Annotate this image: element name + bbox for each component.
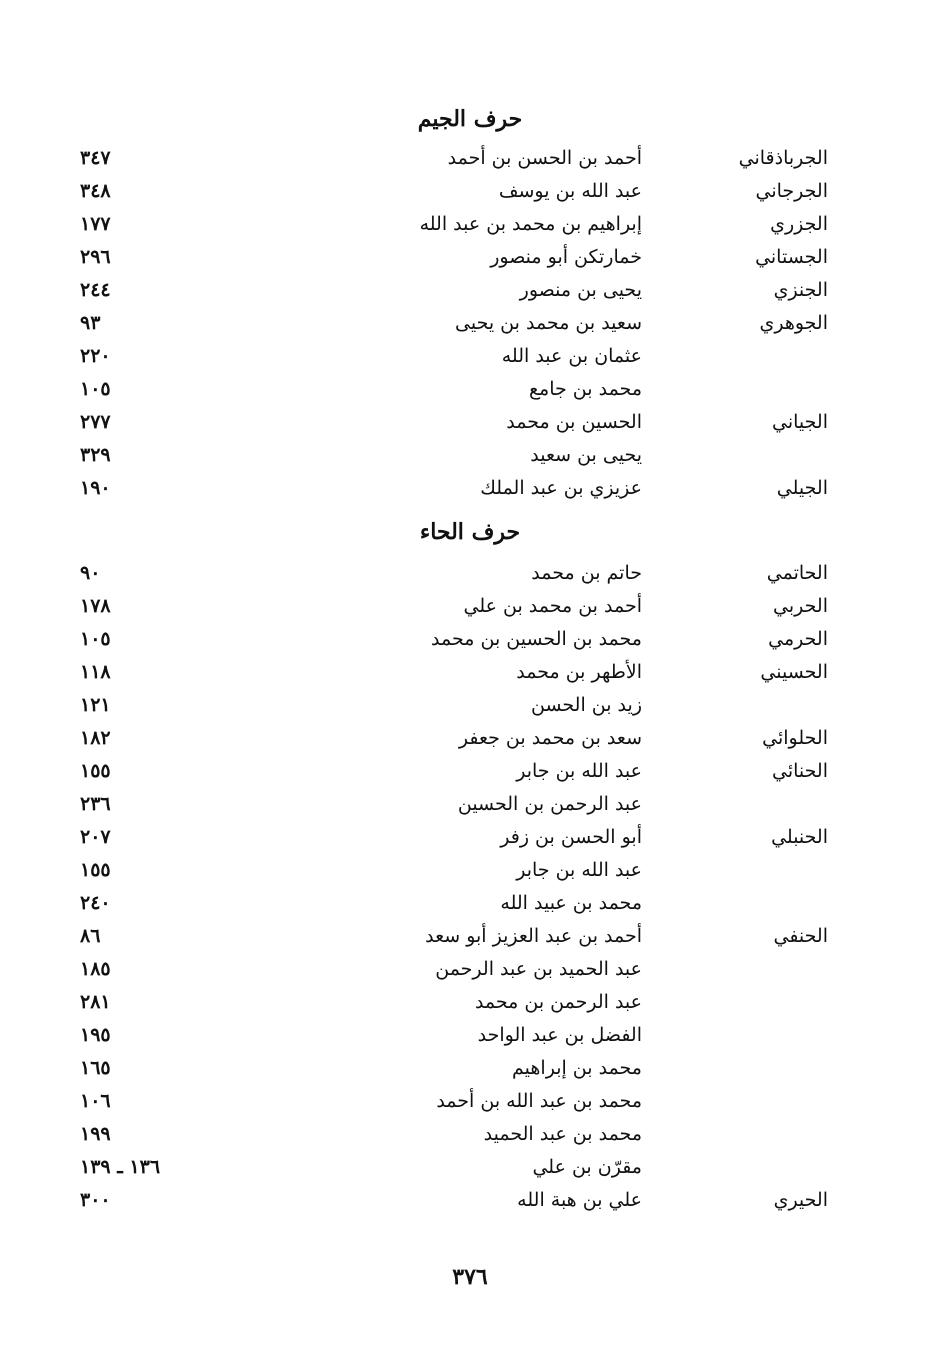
entry-nisba: الحلوائي	[762, 727, 828, 749]
entry-page-number: ١٨٥	[80, 958, 111, 980]
entry-name: أبو الحسن بن زفر	[500, 826, 642, 848]
entry-page-number: ١٩٥	[80, 1024, 111, 1046]
entry-nisba: الحسيني	[760, 661, 828, 683]
entry-name: عبد الله بن جابر	[516, 760, 642, 782]
index-entry	[0, 373, 940, 406]
entry-nisba: الجزري	[770, 213, 828, 235]
entry-page-number: ١٠٥	[80, 378, 111, 400]
entry-nisba: الحربي	[773, 595, 828, 617]
entry-page-number: ٢٤٠	[80, 892, 111, 914]
entry-name: خمارتكن أبو منصور	[490, 246, 642, 268]
entry-page-number: ١٢١	[80, 694, 111, 716]
index-entry	[0, 208, 940, 241]
entry-name: محمد بن عبد الله بن أحمد	[436, 1090, 642, 1112]
entry-page-number: ١٧٨	[80, 595, 111, 617]
entry-name: محمد بن الحسين بن محمد	[431, 628, 642, 650]
entry-name: عبد الحميد بن عبد الرحمن	[435, 958, 642, 980]
entry-name: أحمد بن محمد بن علي	[463, 595, 642, 617]
entry-name: الحسين بن محمد	[506, 411, 642, 433]
entry-name: محمد بن إبراهيم	[512, 1057, 642, 1079]
entry-name: عبد الله بن جابر	[516, 859, 642, 881]
entry-nisba: الحرمي	[768, 628, 828, 650]
entry-name: أحمد بن الحسن بن أحمد	[447, 147, 642, 169]
index-entry	[0, 1118, 940, 1151]
entry-page-number: ١٠٥	[80, 628, 111, 650]
entry-page-number: ٢٩٦	[80, 246, 111, 268]
entry-name: زيد بن الحسن	[530, 694, 642, 716]
entry-name: حاتم بن محمد	[531, 562, 642, 584]
entry-page-number: ١٥٥	[80, 859, 111, 881]
index-entry	[0, 1052, 940, 1085]
index-entry	[0, 689, 940, 722]
index-entry	[0, 986, 940, 1019]
entry-page-number: ٣٤٨	[80, 180, 111, 202]
entry-name: علي بن هبة الله	[517, 1189, 642, 1211]
entry-page-number: ٣٤٧	[80, 147, 111, 169]
index-entry	[0, 439, 940, 472]
entry-page-number: ١٩٠	[80, 477, 111, 499]
section-heading-ha: حرف الحاء	[419, 519, 521, 545]
entry-name: عزيزي بن عبد الملك	[480, 477, 642, 499]
index-entry	[0, 590, 940, 623]
index-entry	[0, 953, 940, 986]
entry-nisba: الحنائي	[772, 760, 828, 782]
index-entry	[0, 656, 940, 689]
entry-name: مقرّن بن علي	[532, 1156, 642, 1178]
index-entry	[0, 472, 940, 505]
index-entry	[0, 340, 940, 373]
index-entry	[0, 1151, 940, 1184]
entry-page-number: ٩٠	[80, 562, 101, 584]
entry-name: سعد بن محمد بن جعفر	[458, 727, 642, 749]
entry-name: الفضل بن عبد الواحد	[477, 1024, 642, 1046]
page-number: ٣٧٦	[452, 1264, 488, 1290]
entry-name: عبد الله بن يوسف	[498, 180, 642, 202]
entry-nisba: الحنبلي	[771, 826, 828, 848]
index-entry	[0, 788, 940, 821]
entry-page-number: ١٧٧	[80, 213, 111, 235]
entry-name: محمد بن عبد الحميد	[483, 1123, 642, 1145]
index-entry	[0, 175, 940, 208]
entry-page-number: ١٦٥	[80, 1057, 111, 1079]
index-entry	[0, 1184, 940, 1217]
index-entry	[0, 854, 940, 887]
entry-page-number: ٣٠٠	[80, 1189, 111, 1211]
index-entry	[0, 887, 940, 920]
entry-nisba: الجرباذقاني	[738, 147, 828, 169]
section-heading-jim: حرف الجيم	[417, 106, 523, 132]
entry-name: إبراهيم بن محمد بن عبد الله	[419, 213, 642, 235]
entry-page-number: ٢٨١	[80, 991, 111, 1013]
entry-nisba: الحنفي	[773, 925, 828, 947]
entry-page-number: ٢٠٧	[80, 826, 111, 848]
entry-page-number: ٣٢٩	[80, 444, 111, 466]
index-entry	[0, 755, 940, 788]
entry-page-number: ٨٦	[80, 925, 101, 947]
entry-page-number: ١٣٦ ـ ١٣٩	[80, 1156, 161, 1178]
entry-nisba: الحيري	[773, 1189, 828, 1211]
index-entry	[0, 821, 940, 854]
index-entry	[0, 142, 940, 175]
index-entry	[0, 722, 940, 755]
entry-name: أحمد بن عبد العزيز أبو سعد	[425, 925, 642, 947]
entry-page-number: ١٠٦	[80, 1090, 111, 1112]
entry-name: محمد بن عبيد الله	[500, 892, 642, 914]
entry-nisba: الجيلي	[776, 477, 828, 499]
index-entry	[0, 623, 940, 656]
entry-name: عثمان بن عبد الله	[501, 345, 642, 367]
entry-name: يحيى بن منصور	[519, 279, 642, 301]
entry-name: الأطهر بن محمد	[516, 661, 642, 683]
entry-nisba: الجستاني	[755, 246, 828, 268]
index-entry	[0, 241, 940, 274]
index-entry	[0, 1085, 940, 1118]
entry-page-number: ٩٣	[80, 312, 101, 334]
entry-nisba: الجوهري	[759, 312, 828, 334]
index-entry	[0, 406, 940, 439]
entry-page-number: ٢٧٧	[80, 411, 111, 433]
entry-page-number: ١٥٥	[80, 760, 111, 782]
entry-nisba: الحاتمي	[766, 562, 828, 584]
index-entry	[0, 274, 940, 307]
entry-name: سعيد بن محمد بن يحيى	[455, 312, 642, 334]
entry-page-number: ٢٣٦	[80, 793, 111, 815]
entry-name: عبد الرحمن بن محمد	[474, 991, 642, 1013]
index-entry	[0, 1019, 940, 1052]
entry-page-number: ١٩٩	[80, 1123, 111, 1145]
entry-page-number: ١١٨	[80, 661, 111, 683]
entry-nisba: الجياني	[772, 411, 828, 433]
index-entry	[0, 920, 940, 953]
index-entry	[0, 557, 940, 590]
entry-nisba: الجرجاني	[755, 180, 828, 202]
entry-name: عبد الرحمن بن الحسين	[457, 793, 642, 815]
entry-page-number: ١٨٢	[80, 727, 111, 749]
entry-name: محمد بن جامع	[528, 378, 642, 400]
entry-page-number: ٢٤٤	[80, 279, 111, 301]
entry-name: يحيى بن سعيد	[530, 444, 642, 466]
entry-page-number: ٢٢٠	[80, 345, 111, 367]
index-entry	[0, 307, 940, 340]
entry-nisba: الجنزي	[773, 279, 828, 301]
